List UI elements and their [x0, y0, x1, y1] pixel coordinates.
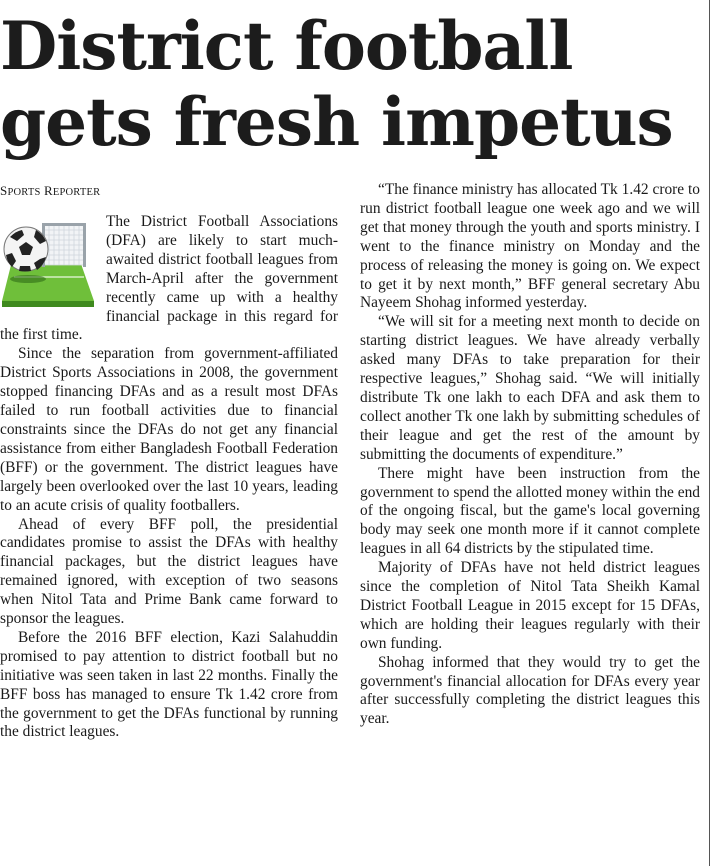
paragraph: The District Football Associations (DFA) are likely to start much-awaited district football leagues from March-April after the government recently came up with a healthy financial package in this regard for the first time. — [0, 213, 338, 344]
crossbar — [42, 223, 86, 226]
ball-shadow — [10, 275, 46, 283]
right-column — [360, 181, 700, 729]
paragraph: Since the separation from government-affiliated District Sports Associations in 2008, the government stopped financing DFAs and as a result most DFAs failed to run football activities due to financial constraints since the DFAs do not get any financial assistance from either Bangladesh Football Federation (BFF) or the government. The district leagues have largely been overlooked over the last 10 years, leading to an acute crisis of quality footballers. — [0, 345, 338, 514]
pitch-edge — [2, 301, 94, 307]
headline: District football gets fresh impetus — [0, 7, 673, 161]
left-column — [0, 182, 338, 742]
paragraph: Before the 2016 BFF election, Kazi Salahuddin promised to pay attention to district football but no initiative was seen taken in last 22 months. Finally the BFF boss has managed to ensure Tk 1.42 crore from the government to get the DFAs functional by running the district leagues. — [0, 628, 338, 741]
column-rule — [709, 0, 710, 866]
paragraph: “We will sit for a meeting next month to decide on starting district leagues. We have already verbally asked many DFAs to take preparation for their respective leagues,” Shohag said. “We will initially distribute Tk one lakh to each DFA and ask them to collect another Tk one lakh by submitting schedules of their league and get the rest of the amount by submitting the documents of expenditure.” — [360, 313, 700, 463]
goal-net — [44, 225, 84, 265]
paragraph: Shohag informed that they would try to get the government's financial allocation for DFAs every year after successfully completing the district leagues this year. — [360, 653, 700, 728]
paragraph: Ahead of every BFF poll, the presidential candidates promise to assist the DFAs with healthy financial packages, but the district leagues have remained ignored, with exception of two seasons when Nitol Tata and Prime Bank came forward to sponsor the leagues. — [0, 515, 338, 628]
byline: SPORTS REPORTER — [0, 183, 101, 198]
paragraph: Majority of DFAs have not held district leagues since the completion of Nitol Tata Sheikh Kamal District Football League in 2015 except for 15 DFAs, which are holding their leagues regularly with their own funding. — [360, 559, 700, 652]
paragraph: “The finance ministry has allocated Tk 1.42 crore to run district football league one week ago and we will get that money through the youth and sports ministry. I went to the finance ministry on Monday and the process of releasing the money is going on. We expect to get it by next month,” BFF general secretary Abu Nayeem Shohag informed yesterday. — [360, 181, 700, 312]
paragraph: There might have been instruction from the government to spend the allotted money within the end of the ongoing fiscal, but the game's local governing body may seek one month more if it cannot complete leagues in all 64 districts by the stipulated time. — [360, 464, 700, 558]
post-right — [83, 223, 86, 267]
football-goal-icon — [0, 213, 96, 313]
